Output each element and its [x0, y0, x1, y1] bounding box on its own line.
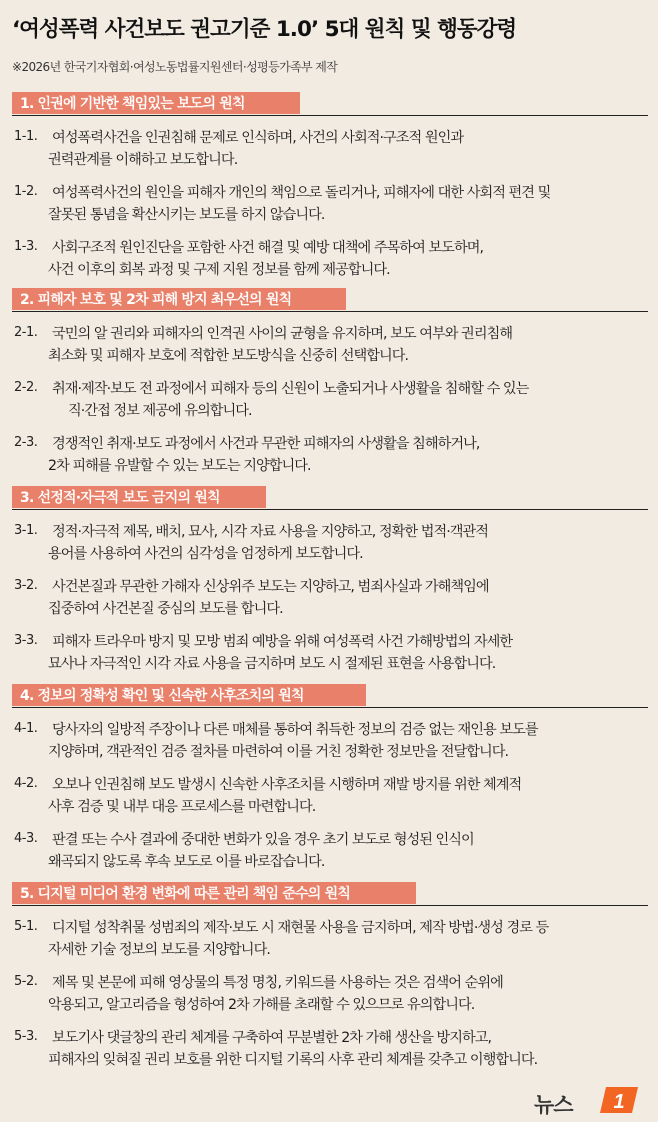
item-number: 4-2. [14, 776, 38, 791]
list-item [14, 917, 658, 963]
item-text-line2: 용어를 사용하여 사건의 심각성을 엄정하게 보도합니다. [48, 546, 363, 562]
item-text-line1: 여성폭력사건을 인권침해 문제로 인식하며, 사건의 사회적·구조적 원인과 [52, 130, 464, 146]
section-header [0, 680, 658, 710]
section-header [0, 482, 658, 512]
source-note: ※2026년 한국기자협회·여성노동법률지원센터·성평등가족부 제작 [12, 60, 338, 74]
item-text-line1: 사회구조적 원인진단을 포함한 사건 해결 및 예방 대책에 주목하여 보도하며, [52, 240, 484, 256]
item-text-line2: 악용되고, 알고리즘을 형성하여 2차 가해를 초래할 수 있으므로 유의합니다. [48, 997, 475, 1013]
page-title: ‘여성폭력 사건보도 권고기준 1.0’ 5대 원칙 및 행동강령 [12, 17, 517, 42]
section-header [0, 284, 658, 314]
list-item [14, 182, 658, 228]
item-text-line2: 왜곡되지 않도록 후속 보도로 이를 바로잡습니다. [48, 854, 325, 870]
item-number: 5-1. [14, 919, 38, 934]
item-text-line2: 최소화 및 피해자 보호에 적합한 보도방식을 신중히 선택합니다. [48, 348, 409, 364]
item-number: 1-1. [14, 129, 38, 144]
list-item [14, 829, 658, 875]
section-title: 1. 인권에 기반한 책임있는 보도의 원칙 [20, 96, 245, 112]
list-item [14, 631, 658, 677]
section-4 [0, 680, 658, 875]
item-text-line1: 디지털 성착취물 성범죄의 제작·보도 시 재현물 사용을 금지하며, 제작 방법·생성 경로 등 [52, 920, 549, 936]
section-header [0, 88, 658, 118]
item-text-line2: 집중하여 사건본질 중심의 보도를 합니다. [48, 601, 283, 617]
item-text-line1: 국민의 알 권리와 피해자의 인격권 사이의 균형을 유지하며, 보도 여부와 권리침해 [52, 326, 513, 342]
list-item [14, 237, 658, 283]
item-number: 3-1. [14, 523, 38, 538]
item-number: 5-3. [14, 1029, 38, 1044]
item-number: 1-2. [14, 184, 38, 199]
list-item [14, 378, 658, 424]
item-text-line2: 사후 검증 및 내부 대응 프로세스를 마련합니다. [48, 799, 316, 815]
item-text-line1: 판결 또는 수사 결과에 중대한 변화가 있을 경우 초기 보도로 형성된 인식이 [52, 832, 474, 848]
item-text-line1: 여성폭력사건의 원인을 피해자 개인의 책임으로 돌리거나, 피해자에 대한 사회적 편견 및 [52, 185, 551, 201]
list-item [14, 323, 658, 369]
item-number: 2-1. [14, 325, 38, 340]
item-number: 1-3. [14, 239, 38, 254]
item-text-line2: 사건 이후의 회복 과정 및 구제 지원 정보를 함께 제공합니다. [48, 262, 390, 278]
item-text-line2: 잘못된 통념을 확산시키는 보도를 하지 않습니다. [48, 207, 325, 223]
svg-text:1: 1 [613, 1091, 625, 1113]
item-text-line1: 오보나 인권침해 보도 발생시 신속한 사후조치를 시행하며 재발 방지를 위한 체계적 [52, 777, 522, 793]
item-number: 3-2. [14, 578, 38, 593]
item-text-line1: 경쟁적인 취재·보도 과정에서 사건과 무관한 피해자의 사생활을 침해하거나, [52, 436, 480, 452]
item-text-line2: 피해자의 잊혀질 권리 보호를 위한 디지털 기록의 사후 관리 체계를 갖추고 이행합니다. [48, 1052, 538, 1068]
item-text-line1: 당사자의 일방적 주장이나 다른 매체를 통하여 취득한 정보의 검증 없는 재인용 보도를 [52, 722, 538, 738]
item-text-line2: 2차 피해를 유발할 수 있는 보도는 지양합니다. [48, 458, 311, 474]
item-text-line2: 직·간접 정보 제공에 유의합니다. [68, 403, 252, 419]
section-title: 3. 선정적·자극적 보도 금지의 원칙 [20, 490, 220, 506]
item-number: 2-3. [14, 435, 38, 450]
list-item [14, 719, 658, 765]
item-number: 3-3. [14, 633, 38, 648]
section-divider [12, 509, 648, 510]
section-title: 5. 디지털 미디어 환경 변화에 따른 관리 책임 준수의 원칙 [20, 886, 351, 902]
item-number: 2-2. [14, 380, 38, 395]
section-divider [12, 707, 648, 708]
item-text-line1: 제목 및 본문에 피해 영상물의 특정 명칭, 키워드를 사용하는 것은 검색어 순위에 [52, 975, 503, 991]
logo-mark-icon [600, 1085, 640, 1115]
list-item [14, 433, 658, 479]
list-item [14, 972, 658, 1018]
section-title: 4. 정보의 정확성 확인 및 신속한 사후조치의 원칙 [20, 688, 304, 704]
section-1 [0, 88, 658, 283]
list-item [14, 521, 658, 567]
item-text-line2: 묘사나 자극적인 시각 자료 사용을 금지하며 보도 시 절제된 표현을 사용합니다. [48, 656, 496, 672]
list-item [14, 576, 658, 622]
logo-text: 뉴스 [534, 1093, 573, 1117]
item-number: 4-3. [14, 831, 38, 846]
section-title: 2. 피해자 보호 및 2차 피해 방지 최우선의 원칙 [20, 292, 292, 308]
item-text-line1: 피해자 트라우마 방지 및 모방 범죄 예방을 위해 여성폭력 사건 가해방법의 자세한 [52, 634, 513, 650]
item-text-line1: 취재·제작·보도 전 과정에서 피해자 등의 신원이 노출되거나 사생활을 침해할 수 있는 [52, 381, 529, 397]
item-number: 4-1. [14, 721, 38, 736]
list-item [14, 774, 658, 820]
item-text-line2: 권력관계를 이해하고 보도합니다. [48, 152, 238, 168]
news1-logo [534, 1085, 644, 1115]
item-text-line2: 자세한 기술 정보의 보도를 지양합니다. [48, 942, 270, 958]
item-text-line1: 보도기사 댓글창의 관리 체계를 구축하여 무분별한 2차 가해 생산을 방지하고, [52, 1030, 492, 1046]
section-divider [12, 311, 648, 312]
item-text-line1: 사건본질과 무관한 가해자 신상위주 보도는 지양하고, 범죄사실과 가해책임에 [52, 579, 489, 595]
section-5 [0, 878, 658, 1073]
list-item [14, 1027, 658, 1073]
item-text-line2: 지양하며, 객관적인 검증 절차를 마련하여 이를 거친 정확한 정보만을 전달합니다. [48, 744, 509, 760]
section-3 [0, 482, 658, 677]
section-2 [0, 284, 658, 479]
section-divider [12, 115, 648, 116]
item-number: 5-2. [14, 974, 38, 989]
list-item [14, 127, 658, 173]
section-header [0, 878, 658, 908]
item-text-line1: 정적·자극적 제목, 배치, 묘사, 시각 자료 사용을 지양하고, 정확한 법적·객관적 [52, 524, 489, 540]
section-divider [12, 905, 648, 906]
